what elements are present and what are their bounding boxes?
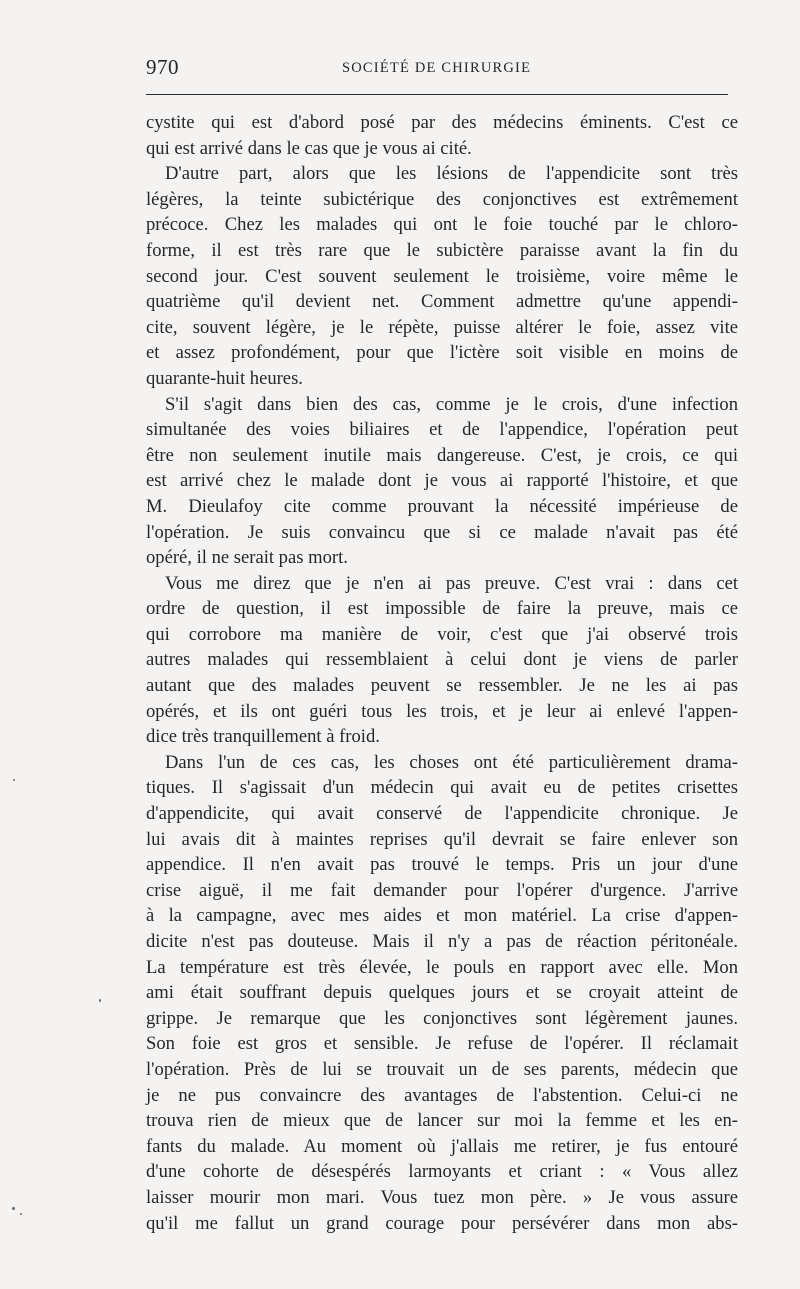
text-line: laisser mourir mon mari. Vous tuez mon père. » Je vous assure — [146, 1186, 738, 1208]
text-line: ordre de question, il est impossible de faire la preuve, mais ce — [146, 598, 738, 620]
paragraph — [146, 571, 738, 750]
text-line: M. Dieulafoy cite comme prouvant la nécessité impérieuse de — [146, 495, 738, 517]
scan-speck — [12, 1207, 15, 1210]
text-line: qui corrobore ma manière de voir, c'est que j'ai observé trois — [146, 623, 738, 645]
text-line: ami était souffrant depuis quelques jours et se croyait atteint de — [146, 982, 738, 1004]
text-line: Vous me direz que je n'en ai pas preuve. C'est vrai : dans cet — [165, 572, 738, 594]
text-line: Son foie est gros et sensible. Je refuse de l'opérer. Il réclamait — [146, 1033, 738, 1055]
text-line: cite, souvent légère, je le répète, puisse altérer le foie, assez vite — [146, 316, 738, 338]
scan-speck — [99, 999, 101, 1002]
text-line: dicite n'est pas douteuse. Mais il n'y a pas de réaction péritonéale. — [146, 931, 738, 952]
text-line: qui est arrivé dans le cas que je vous ai cité. — [146, 137, 472, 159]
text-line: simultanée des voies biliaires et de l'appendice, l'opération peut — [146, 419, 738, 441]
page-header — [146, 55, 728, 85]
text-line: cystite qui est d'abord posé par des médecins éminents. C'est ce — [146, 112, 738, 133]
text-line: opérés, et ils ont guéri tous les trois, et je leur ai enlevé l'appen- — [146, 700, 738, 722]
text-line: Dans l'un de ces cas, les choses ont été particulièrement drama- — [165, 751, 738, 773]
text-line: crise aiguë, il me fait demander pour l'opérer d'urgence. J'arrive — [146, 879, 738, 901]
text-line: appendice. Il n'en avait pas trouvé le temps. Pris un jour d'une — [146, 854, 738, 876]
scan-speck — [20, 1213, 22, 1215]
text-line: D'autre part, alors que les lésions de l'appendicite sont très — [165, 163, 738, 185]
text-line: qu'il me fallut un grand courage pour persévérer dans mon abs- — [146, 1212, 738, 1234]
text-line: tiques. Il s'agissait d'un médecin qui avait eu de petites crisettes — [146, 777, 738, 799]
text-line: d'appendicite, qui avait conservé de l'appendicite chronique. Je — [146, 803, 738, 825]
paragraph — [146, 392, 738, 571]
text-line: trouva rien de mieux que de lancer sur moi la femme et les en- — [146, 1110, 738, 1132]
text-line: à la campagne, avec mes aides et mon matériel. La crise d'appen- — [146, 905, 738, 927]
paragraph — [146, 110, 738, 161]
text-line: dice très tranquillement à froid. — [146, 726, 380, 748]
text-line: second jour. C'est souvent seulement le troisième, voire même le — [146, 265, 738, 287]
header-rule — [146, 94, 728, 95]
text-line: fants du malade. Au moment où j'allais me retirer, je fus entouré — [146, 1135, 738, 1157]
text-line: d'une cohorte de désespérés larmoyants et criant : « Vous allez — [146, 1161, 738, 1183]
text-line: quarante-huit heures. — [146, 367, 303, 389]
text-line: l'opération. Près de lui se trouvait un de ses parents, médecin que — [146, 1058, 738, 1080]
text-line: être non seulement inutile mais dangereuse. C'est, je crois, ce qui — [146, 444, 738, 466]
scan-speck — [13, 779, 15, 781]
text-line: S'il s'agit dans bien des cas, comme je le crois, d'une infection — [165, 393, 738, 415]
text-line: je ne pus convaincre des avantages de l'abstention. Celui-ci ne — [146, 1084, 738, 1106]
text-line: La température est très élevée, le pouls en rapport avec elle. Mon — [146, 956, 738, 978]
text-line: lui avais dit à maintes reprises qu'il devrait se faire enlever son — [146, 828, 738, 850]
paragraph — [146, 161, 738, 391]
text-line: autant que des malades peuvent se ressembler. Je ne les ai pas — [146, 675, 738, 697]
text-line: l'opération. Je suis convaincu que si ce malade n'avait pas été — [146, 521, 738, 543]
body-text — [146, 110, 738, 1236]
text-line: quatrième qu'il devient net. Comment admettre qu'une appendi- — [146, 291, 738, 313]
running-title: SOCIÉTÉ DE CHIRURGIE — [342, 60, 532, 76]
text-line: opéré, il ne serait pas mort. — [146, 547, 348, 569]
page-number: 970 — [146, 55, 179, 79]
text-line: forme, il est très rare que le subictère paraisse avant la fin du — [146, 239, 738, 261]
text-line: grippe. Je remarque que les conjonctives sont légèrement jaunes. — [146, 1007, 738, 1029]
text-line: est arrivé chez le malade dont je vous ai rapporté l'histoire, et que — [146, 470, 738, 492]
text-line: légères, la teinte subictérique des conjonctives est extrêmement — [146, 188, 738, 210]
text-line: et assez profondément, pour que l'ictère soit visible en moins de — [146, 342, 738, 364]
paragraph — [146, 750, 738, 1236]
text-line: précoce. Chez les malades qui ont le foie touché par le chloro- — [146, 214, 738, 236]
text-line: autres malades qui ressemblaient à celui dont je viens de parler — [146, 649, 738, 671]
